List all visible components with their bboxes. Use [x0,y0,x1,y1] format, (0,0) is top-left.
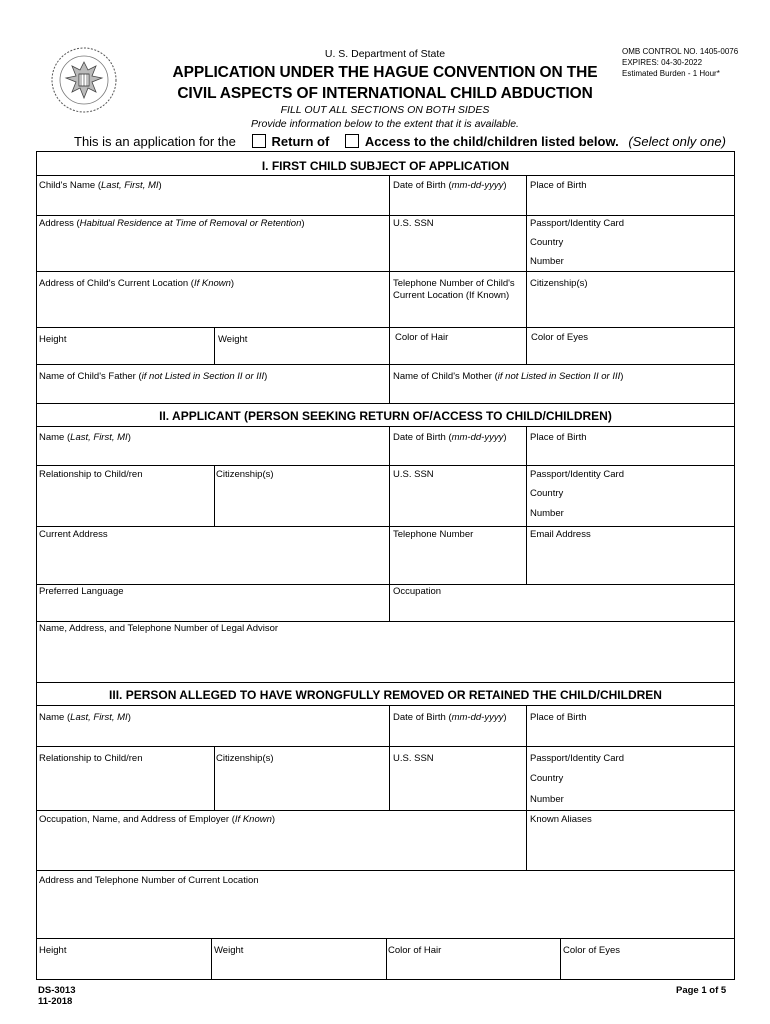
applicant-email-field[interactable]: Email Address [530,529,591,540]
page-number: Page 1 of 5 [676,985,727,996]
applicant-ssn-field[interactable]: U.S. SSN [393,469,434,480]
applicant-place-of-birth-field[interactable]: Place of Birth [530,432,587,443]
form-title-line2: CIVIL ASPECTS OF INTERNATIONAL CHILD ABDUCTION [177,85,593,102]
abductor-passport-number-field[interactable]: Number [530,794,564,805]
abductor-eye-color-field[interactable]: Color of Eyes [563,945,621,956]
abductor-passport-country-field[interactable]: Country [530,773,564,784]
applicant-passport-country-field[interactable]: Country [530,488,564,499]
form-subtitle-1: FILL OUT ALL SECTIONS ON BOTH SIDES [280,104,490,116]
applicant-passport-label: Passport/Identity Card [530,469,624,480]
child-dob-field[interactable]: Date of Birth (mm-dd-yyyy) [393,180,507,191]
child-location-telephone-field[interactable]: Telephone Number of Child's Current Location (If Known) [393,278,515,301]
return-of-label: Return of [271,134,330,149]
child-mother-name-field[interactable]: Name of Child's Mother (if not Listed in Section II or III) [393,371,624,382]
abductor-dob-field[interactable]: Date of Birth (mm-dd-yyyy) [393,712,507,723]
child-address-field[interactable]: Address (Habitual Residence at Time of Removal or Retention) [39,218,305,229]
child-passport-country-field[interactable]: Country [530,237,564,248]
applicant-telephone-field[interactable]: Telephone Number [393,529,474,540]
form-date: 11-2018 [38,996,73,1007]
abductor-current-location-field[interactable]: Address and Telephone Number of Current Location [39,875,259,886]
abductor-ssn-field[interactable]: U.S. SSN [393,753,434,764]
child-place-of-birth-field[interactable]: Place of Birth [530,180,587,191]
select-one-hint: (Select only one) [628,134,726,149]
section-2-header: II. APPLICANT (PERSON SEEKING RETURN OF/ACCESS TO CHILD/CHILDREN) [37,406,734,427]
applicant-citizenship-field[interactable]: Citizenship(s) [216,469,274,480]
abductor-passport-label: Passport/Identity Card [530,753,624,764]
form-subtitle-2: Provide information below to the extent that it is available. [251,118,519,130]
child-passport-number-field[interactable]: Number [530,256,564,267]
form-title-line1: APPLICATION UNDER THE HAGUE CONVENTION ON THE [172,64,598,81]
expiration-date: EXPIRES: 04-30-2022 [622,58,703,67]
application-type-prefix: This is an application for the [74,134,236,149]
child-father-name-field[interactable]: Name of Child's Father (if not Listed in Section II or III) [39,371,268,382]
child-passport-label: Passport/Identity Card [530,218,624,229]
applicant-current-address-field[interactable]: Current Address [39,529,108,540]
child-name-field[interactable]: Child's Name (Last, First, MI) [39,180,162,191]
applicant-dob-field[interactable]: Date of Birth (mm-dd-yyyy) [393,432,507,443]
child-weight-field[interactable]: Weight [218,334,248,345]
access-checkbox[interactable] [345,134,359,148]
omb-control-number: OMB CONTROL NO. 1405-0076 [622,47,739,56]
abductor-citizenship-field[interactable]: Citizenship(s) [216,753,274,764]
child-eye-color-field[interactable]: Color of Eyes [531,332,589,343]
child-citizenship-field[interactable]: Citizenship(s) [530,278,588,289]
abductor-place-of-birth-field[interactable]: Place of Birth [530,712,587,723]
estimated-burden: Estimated Burden - 1 Hour* [622,69,720,78]
applicant-language-field[interactable]: Preferred Language [39,586,124,597]
application-type-row [74,134,726,149]
section-1-header: I. FIRST CHILD SUBJECT OF APPLICATION [37,157,734,176]
child-current-location-field[interactable]: Address of Child's Current Location (If Known) [39,278,235,289]
child-hair-color-field[interactable]: Color of Hair [395,332,449,343]
child-ssn-field[interactable]: U.S. SSN [393,218,434,229]
return-of-checkbox[interactable] [252,134,266,148]
section-3-header: III. PERSON ALLEGED TO HAVE WRONGFULLY REMOVED OR RETAINED THE CHILD/CHILDREN [37,685,734,706]
abductor-employer-field[interactable]: Occupation, Name, and Address of Employer (If Known) [39,814,276,825]
legal-advisor-field[interactable]: Name, Address, and Telephone Number of Legal Advisor [39,623,279,634]
abductor-aliases-field[interactable]: Known Aliases [530,814,592,825]
access-label: Access to the child/children listed below. [364,134,619,149]
abductor-relationship-field[interactable]: Relationship to Child/ren [39,753,143,764]
abductor-hair-color-field[interactable]: Color of Hair [388,945,442,956]
form-number: DS-3013 [38,985,76,996]
application-form [36,151,735,980]
applicant-name-field[interactable]: Name (Last, First, MI) [39,432,131,443]
abductor-name-field[interactable]: Name (Last, First, MI) [39,712,131,723]
abductor-height-field[interactable]: Height [39,945,67,956]
applicant-occupation-field[interactable]: Occupation [393,586,442,597]
form-footer-id [38,985,76,1007]
applicant-relationship-field[interactable]: Relationship to Child/ren [39,469,143,480]
department-name: U. S. Department of State [324,48,446,60]
applicant-passport-number-field[interactable]: Number [530,508,564,519]
child-height-field[interactable]: Height [39,334,67,345]
abductor-weight-field[interactable]: Weight [214,945,244,956]
